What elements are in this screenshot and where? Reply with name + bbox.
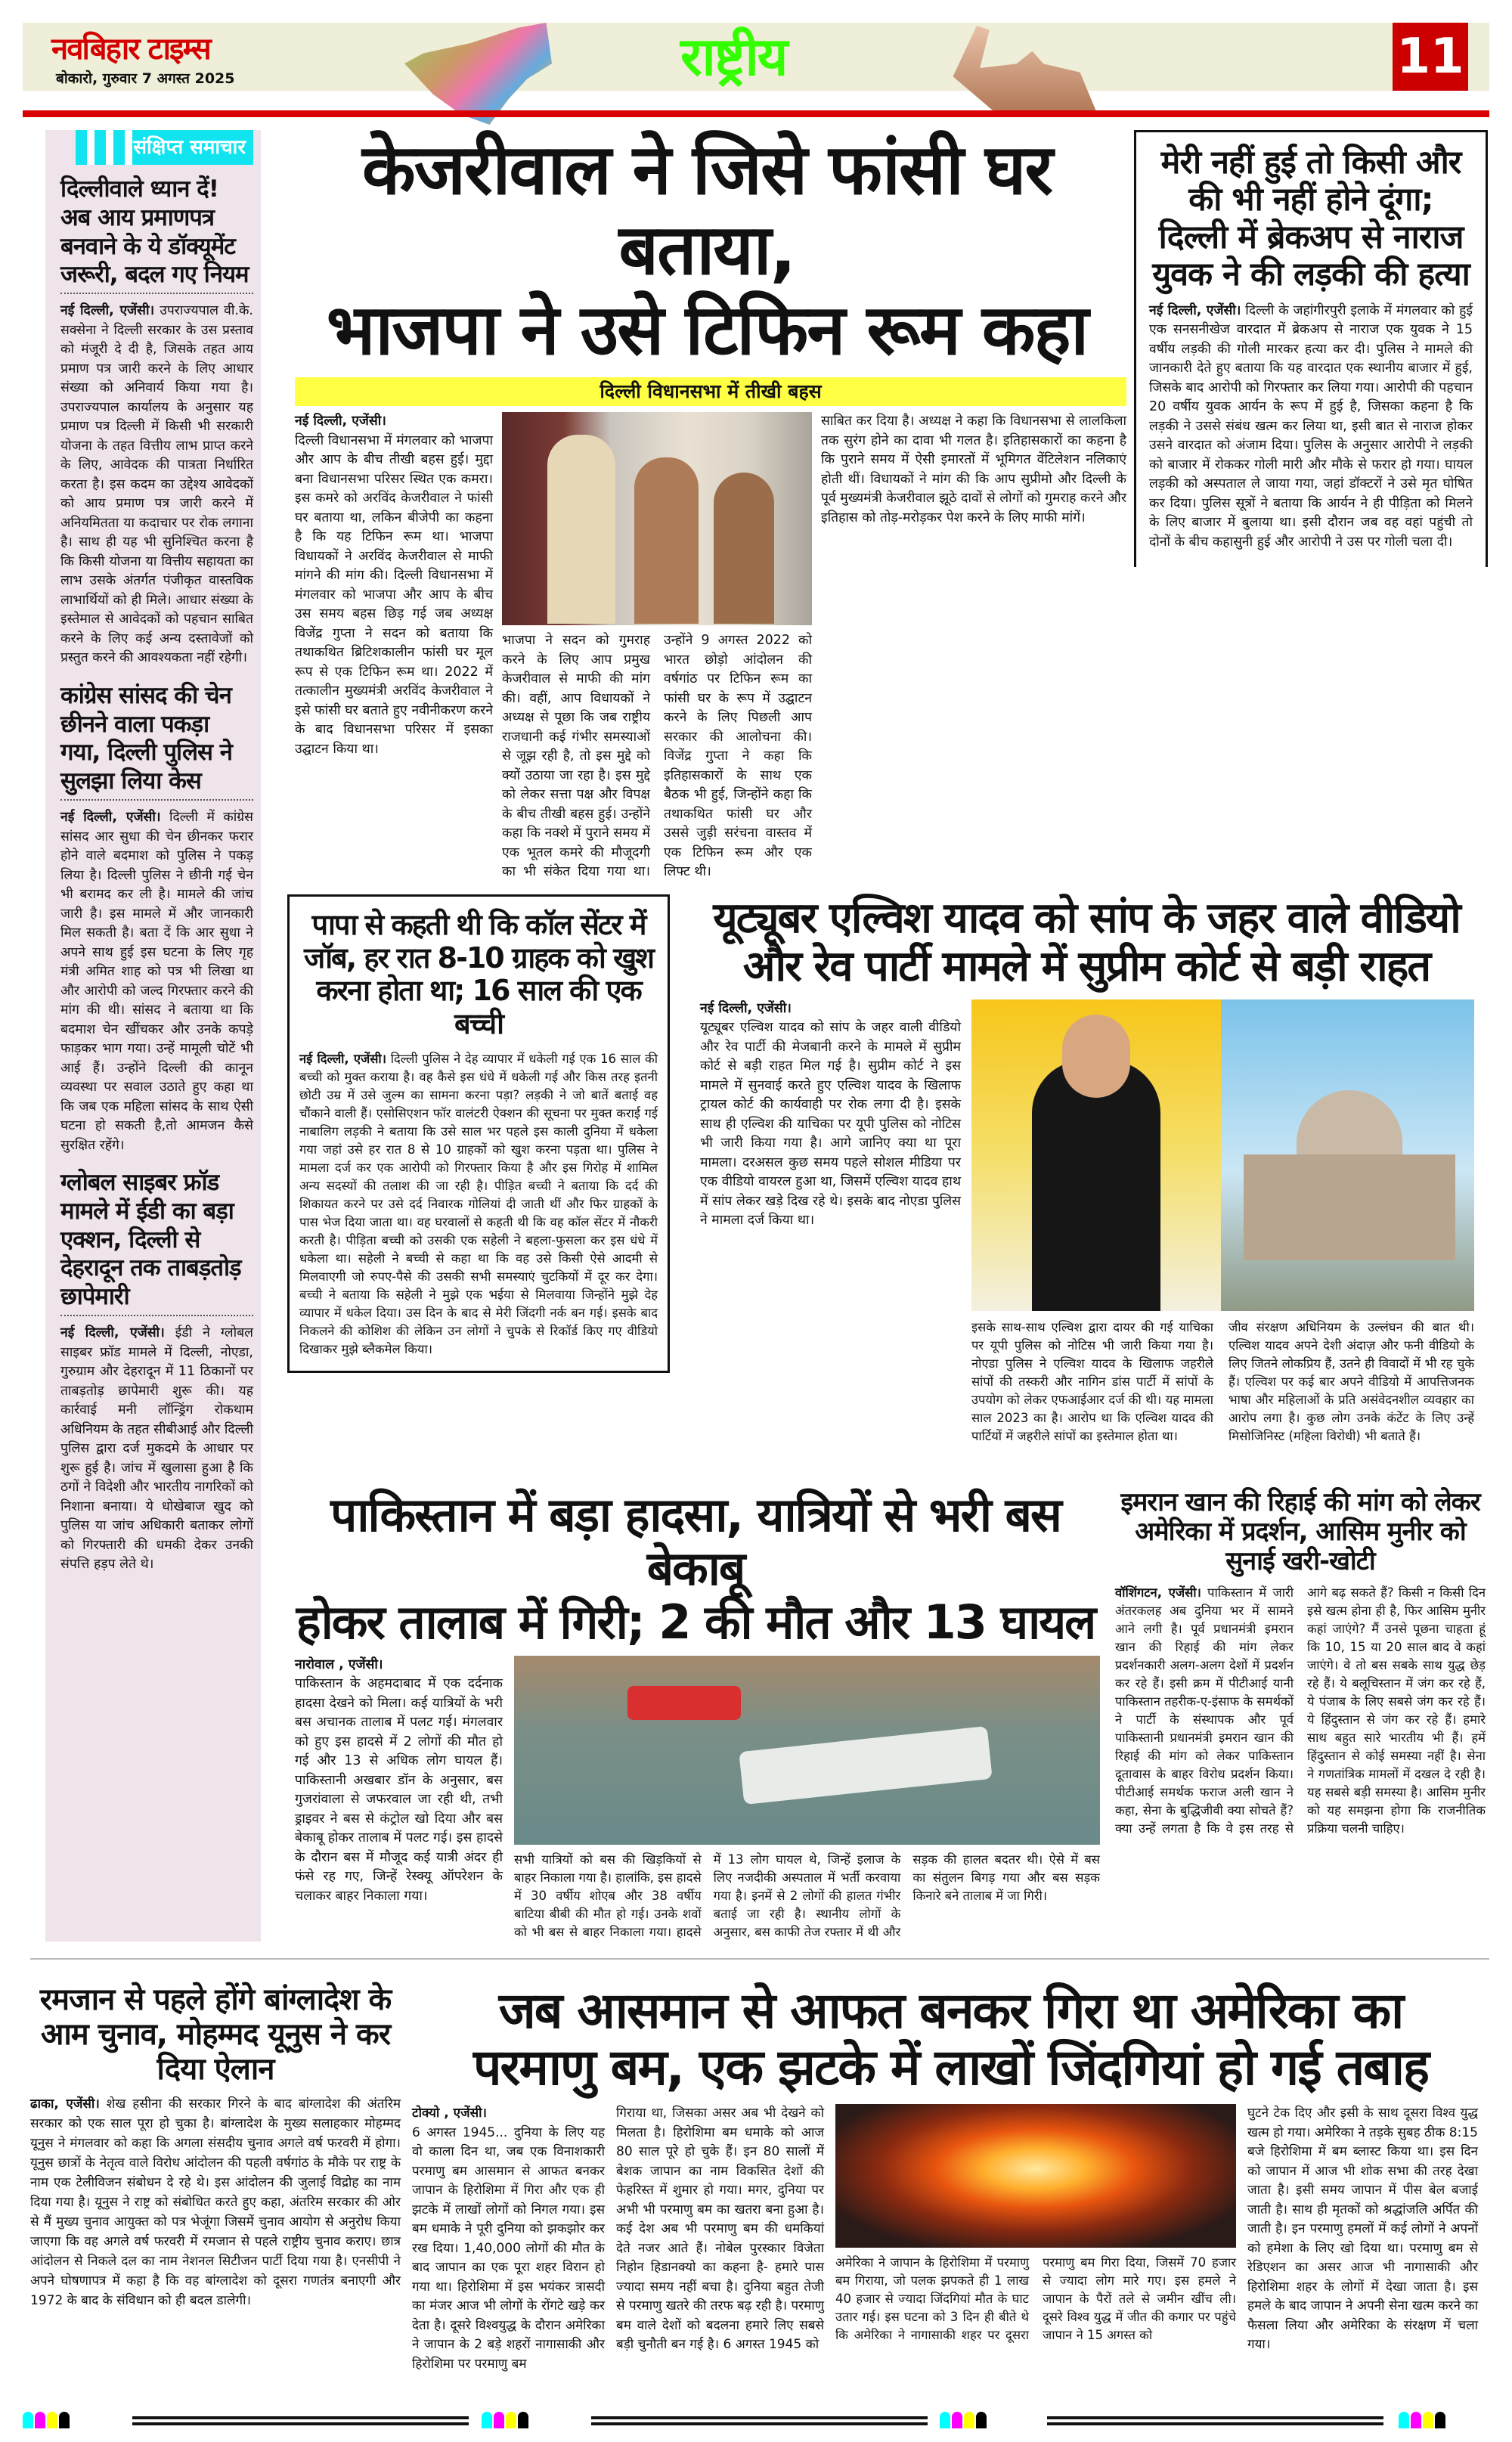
imran-headline: इमरान खान की रिहाई की मांग को लेकर अमेरिका में प्रदर्शन, आसिम मुनीर को सुनाई खरी-खोटी: [1120, 1486, 1480, 1576]
elvish-face: [1062, 1015, 1130, 1098]
imran-body: [1115, 1584, 1486, 1838]
atomic-column-1: [412, 2104, 605, 2374]
dateline: नई दिल्ली, एजेंसी।: [295, 414, 386, 429]
dateline: नई दिल्ली, एजेंसी।: [1149, 302, 1241, 318]
elvish-yadav-and-supreme-court-photo: [971, 999, 1474, 1311]
lead-headline-line: भाजपा ने उसे टिफिन रूम कहा: [326, 289, 1088, 370]
lead-column-1: [295, 412, 493, 759]
article-body: उपराज्यपाल वी.के. सक्सेना ने दिल्ली सरकार के उस प्रस्ताव को मंजूरी दे दी है, जिसके तहत आय प्रमाण पत्र जारी करने के लिए आधार संख्या को अनिवार्य किया गया है। उपराज्यपाल कार्यालय के अनुसार यह प्रमाण पत्र दिल्ली में किसी भी सरकारी योजना के तहत वित्तीय लाभ प्राप्त करने के लिए, आवेदक की पात्रता निर्धारित करता है। इस कदम का उद्देश्य आवेदकों को आय प्रमाण पत्र जारी करने में अनियमितता या कदाचार पर रोक लगाना है। साथ ही यह भी सुनिश्चित करना है कि किसी योजना या वित्तीय सहायता का लाभ उसके अंतर्गत पंजीकृत वास्तविक लाभार्थियों को ही मिले। आधार संख्या के इस्तेमाल से आवेदकों को पहचान साबित करने के लिए कई अन्य दस्तावेजों को प्रस्तुत करने की आवश्यकता नहीं रहेगी।: [60, 303, 253, 666]
bangladesh-headline: रमजान से पहले होंगे बांग्लादेश के आम चुनाव, मोहम्मद यूनुस ने कर दिया ऐलान: [39, 1982, 392, 2087]
pakistan-headline: [287, 1488, 1104, 1650]
lower-section: [30, 1982, 1489, 2375]
upper-section: [0, 130, 1512, 1942]
registration-line: [132, 2416, 469, 2425]
rescue-headline: पापा से कहती थी कि कॉल सेंटर में जॉब, हर रात 8-10 ग्राहक को खुश करना होता था; 16 साल की एक बच्ची: [304, 907, 653, 1040]
atomic-story: [412, 1982, 1489, 2375]
brief-headline: कांग्रेस सांसद की चेन छीनने वाला पकड़ा गया, दिल्ली पुलिस ने सुलझा लिया केस: [60, 682, 253, 801]
row-lead: [287, 130, 1488, 882]
rescue-story-box: [287, 894, 670, 1373]
dateline: वॉशिंगटन, एजेंसी।: [1115, 1585, 1201, 1600]
dateline: नई दिल्ली, एजेंसी।: [700, 1000, 792, 1016]
registration-line: [1047, 2416, 1383, 2425]
article-body: सभी यात्रियों को बस की खिड़कियों से बाहर निकाला गया है। हालांकि, इस हादसे में 30 वर्षीय शोएब और 38 वर्षीय बाटिया बीबी की मौत हो गई। उनके शवों को भी बस से बाहर निकाला गया। हादसे में 13 लोग घायल थे, जिन्हें इलाज के लिए नजदीकी अस्पताल में भर्ती करवाया गया है। इनमें से 2 लोगों की हालत गंभीर बताई जा रही है। स्थानीय लोगों के अनुसार, बस काफी तेज रफ्तार में थी और सड़क की हालत बदतर थी। ऐसे में बस का संतुलन बिगड़ गया और बस सड़क किनारे बने तालाब में जा गिरी।: [514, 1852, 1100, 1939]
atomic-headline-line: जब आसमान से आफत बनकर गिरा था अमेरिका का: [498, 1981, 1403, 2040]
article-body: दिल्ली में कांग्रेस सांसद आर सुधा की चेन छीनकर फरार होने वाले बदमाश को पुलिस ने पकड़ लिया है। दिल्ली पुलिस ने छीनी गई चेन भी बरामद कर ली है। मामले की जांच जारी है। इस मामले में और जानकारी मिल सकती है। बता दें कि आर सुधा ने अपने साथ हुई इस घटना के लिए गृह मंत्री अमित शाह को पत्र भी लिखा था और आरोपी को जल्द गिरफ्तार करने की मांग की थी। सांसद ने बताया था कि बदमाश चेन खींचकर और उनके कपड़े फाड़कर भाग गया। उन्हें मामूली चोटें भी आई हैं। उन्होंने दिल्ली की कानून व्यवस्था पर सवाल उठाते हुए कहा था कि जब एक महिला सांसद के साथ ऐसी घटना हो सकती है,तो आमजन कैसे सुरक्षित रहेंगे।: [60, 810, 253, 1153]
dateline: नई दिल्ली, एजेंसी।: [299, 1051, 386, 1066]
statue-figure: [714, 473, 774, 624]
registration-mark: [482, 2412, 528, 2428]
section-divider: [30, 1958, 1489, 1960]
article-body: साबित कर दिया है। अध्यक्ष ने कहा कि विधानसभा से लालकिला तक सुरंग होने का दावा भी गलत है। इतिहासकारों का कहना है कि पुराने समय में ऐसी इमारतों में भूमिगत वेंटिलेशन नलिकाएं होती थीं। विधायकों ने मांग की कि आप सुप्रीमो और दिल्ली के पूर्व मुख्यमंत्री केजरीवाल झूठे दावों से लोगों को गुमराह करने और इतिहास को तोड़-मरोड़कर पेश करने के लिए माफी मांगें।: [821, 414, 1126, 525]
crime-headline: मेरी नहीं हुई तो किसी और की भी नहीं होने दूंगा; दिल्ली में ब्रेकअप से नाराज युवक ने की लड़की की हत्या: [1152, 144, 1470, 294]
article-body: दिल्ली पुलिस ने देह व्यापार में धकेली गई एक 16 साल की बच्ची को मुक्त कराया है। वह कैसे इस धंधे में धकेली गई और किस तरह इतनी छोटी उम्र में उसे जुल्म का सामना करना पड़ा? लड़की ने जो बातें बताई वह चौंकाने वाली हैं। एसोसिएशन फॉर वालंटरी ऐक्शन की सूचना पर मुक्त कराई गई नाबालिग लड़की ने बताया कि उसे साल भर पहले इस काली दुनिया में धकेला गया जहां उसे हर रात 8 से 10 ग्राहकों को खुश करना पड़ता था। पुलिस ने मामला दर्ज कर एक आरोपी को गिरफ्तार किया है और इस गिरोह में शामिल अन्य सदस्यों की तलाश की जा रही है। पीड़ित बच्ची ने बताया कि दर्द की शिकायत करने पर उसे दर्द निवारक गोलियां दी जाती थीं और फिर ग्राहकों के पास भेज दिया जाता था। वह घरवालों से कहती थी कि वह कॉल सेंटर में नौकरी करती है। पीड़िता बच्ची को उसकी एक सहेली ने बहला-फुसला कर इस धंधे में धकेला था। सहेली ने बच्ची से कहा था कि वह उसे किसी ऐसे आदमी से मिलवाएगी जो रुपए-पैसे की उसकी सभी समस्याएं चुटकियों में दूर कर देगा। बच्ची ने बताया कि सहेली ने मुझे एक भईया से मिलवाया जिन्होंने मुझे देह व्यापार में धकेल दिया। उस दिन के बाद से मेरी जिंदगी नर्क बन गई। इसके बाद निकलने की कोशिश की लेकिन उन लोगों ने चुपके से रिकॉर्ड किए गए वीडियो दिखाकर मुझे ब्लैकमेल किया।: [299, 1051, 658, 1356]
lead-headline-line: केजरीवाल ने जिसे फांसी घर बताया,: [362, 129, 1052, 290]
brief-headline: दिल्लीवाले ध्यान दें! अब आय प्रमाणपत्र बनवाने के ये डॉक्यूमेंट जरूरी, बदल गए नियम: [60, 175, 253, 294]
dateline: ढाका, एजेंसी।: [30, 2096, 100, 2112]
statue-figure: [547, 435, 615, 624]
brief-news-column: [45, 130, 261, 1942]
elvish-right: [971, 999, 1474, 1446]
dateline: नई दिल्ली, एजेंसी।: [60, 303, 155, 319]
registration-mark: [23, 2412, 70, 2428]
atomic-column-3: [835, 2254, 1236, 2344]
article-body: जीव संरक्षण अधिनियम के उल्लंघन की बात थी। एल्विश यादव अपने देशी अंदाज़ और फनी वीडियो के लिए जितने लोकप्रिय हैं, उतने ही विवादों में भी रह चुके हैं। एल्विश पर कई बार अपने वीडियो में आपत्तिजनक भाषा और महिलाओं के प्रति असंवेदनशील व्यवहार का आरोप लगा है। कुछ लोग उनके कंटेंट के लिए उन्हें मिसोजिनिस्ट (महिला विरोधी) भी बताते हैं।: [1228, 1319, 1474, 1443]
atomic-columns: [412, 2104, 1489, 2374]
bangladesh-body: [30, 2094, 401, 2310]
article-body: इसके साथ-साथ एल्विश द्वारा दायर की गई याचिका पर यूपी पुलिस को नोटिस भी जारी किया गया है। नोएडा पुलिस ने एल्विश यादव के खिलाफ जहरीले सांपों की तस्करी और नागिन डांस पार्टी में सांपों के उपयोग को लेकर एफआईआर दर्ज की थी। यह मामला साल 2023 का है। आरोप था कि एल्विश यादव की पार्टियों में जहरीले सांपों का इस्तेमाल होता था।: [971, 1319, 1213, 1443]
brief-headline: ग्लोबल साइबर फ्रॉड मामले में ईडी का बड़ा एक्शन, दिल्ली से देहरादून तक ताबड़तोड़ छापेमारी: [60, 1169, 253, 1316]
article-body: 6 अगस्त 1945... दुनिया के लिए यह वो काला दिन था, जब एक विनाशकारी परमाणु बम आसमान से आफत बनकर जापान के हिरोशिमा में गिरा और एक ही झटके में लाखों लोगों को निगल गया। इस बम धमाके ने पूरी दुनिया को झकझोर कर रख दिया। 1,40,000 लोगों की मौत के बाद जापान का एक पूरा शहर विरान हो गया था। हिरोशिमा में इस भयंकर त्रासदी का मंजर आज भी लोगों के रोंगटे खड़े कर देता है। दूसरे विश्वयुद्ध के दौरान अमेरिका ने जापान के 2 बड़े शहरों नागासाकी और हिरोशिमा पर परमाणु बम: [412, 2124, 605, 2372]
imran-story: [1115, 1488, 1486, 1838]
article-body: पाकिस्तान में जारी अंतरकलह अब दुनिया भर में सामने आने लगी है। पूर्व प्रधानमंत्री इमरान खान की रिहाई की मांग लेकर प्रदर्शनकारी अलग-अलग देशों में प्रदर्शन कर रहे हैं। इसी क्रम में पीटीआई यानी पाकिस्तान तहरीक-ए-इंसाफ के समर्थकों ने पार्टी के संस्थापक और पूर्व पाकिस्तानी प्रधानमंत्री इमरान खान की रिहाई की मांग को लेकर पाकिस्तान दूतावास के बाहर विरोध प्रदर्शन किया। पीटीआई समर्थक फराज अली खान ने कहा, सेना के बुद्धिजीवी क्या सोचते हैं? क्या उन्हें लगता है कि वे इस तरह से आगे बढ़ सकते हैं? किसी न किसी दिन इसे खत्म होना ही है, फिर आसिम मुनीर कहां जाएंगे? मैं उनसे पूछना चाहता हूं कि 10, 15 या 20 साल बाद वे कहां जाएंगे। वे तो बस सबके साथ युद्ध छेड़ रहे हैं। ये बलूचिस्तान में जंग कर रहे हैं, ये पंजाब के लिए सबसे जंग कर रहे हैं। ये हिंदुस्तान से जंग कर रहे हैं। हमारे साथ बहुत सारे भारतीय भी हैं। हमें हिंदुस्तान से कोई समस्या नहीं है। सेना ने गणतांत्रिक मामलों में दखल दे रही है। यह सबसे बड़ी समस्या है। आसिम मुनीर को यह समझना होगा कि राजनीतिक प्रक्रिया चलनी चाहिए।: [1115, 1585, 1486, 1836]
lead-column-4: [821, 412, 1126, 528]
elvish-story: [685, 894, 1488, 1446]
pakistan-story: [287, 1488, 1104, 1942]
article-body: घुटने टेक दिए और इसी के साथ दूसरा विश्व युद्ध खत्म हो गया। अमेरिका ने तड़के सुबह ठीक 8:15 बजे हिरोशिमा में बम ब्लास्ट किया था। इस दिन को जापान में आज भी शोक सभा की तरह देखा जाता है। इसी समय जापान में पीस बेल बजाई जाती है। साथ ही मृतकों को श्रद्धांजलि अर्पित की जाती है। इन परमाणु हमलों में कई लोगों ने अपनों को हमेशा के लिए खो दिया था। परमाणु बम से रेडिएशन का असर आज भी नागासाकी और हिरोशिमा शहर के लोगों में देखा जाता है। इस हमले के बाद जापान ने अपनी सेना खत्म करने का फैसला लिया और अमेरिका के संरक्षण में चला गया।: [1247, 2106, 1478, 2353]
brief-news-header: [76, 130, 253, 165]
dateline: नई दिल्ली, एजेंसी।: [60, 1325, 165, 1341]
bangladesh-story: [30, 1982, 401, 2310]
atomic-headline-line: परमाणु बम, एक झटके में लाखों जिंदगियां हो गई तबाह: [472, 2038, 1429, 2097]
overturned-bus: [739, 1726, 993, 1805]
brief-item: [60, 682, 253, 1155]
brief-item: [60, 175, 253, 668]
crime-story-box: [1134, 130, 1488, 567]
row-second: [287, 894, 1488, 1446]
supreme-court-building: [1244, 1154, 1455, 1260]
lead-story: [287, 130, 1126, 882]
pakistan-right: [514, 1656, 1100, 1942]
statue-figure: [634, 457, 699, 624]
page-number: 11: [1393, 23, 1468, 91]
bus-in-pond-photo: [514, 1656, 1100, 1845]
pakistan-column-1: [295, 1656, 503, 1907]
crime-body: [1149, 302, 1473, 553]
atomic-column-4: [1247, 2104, 1478, 2355]
article-body: ईडी ने ग्लोबल साइबर फ्रॉड मामले में दिल्ली, नोएडा, गुरुग्राम और देहरादून में 11 ठिकानों पर ताबड़तोड़ छापेमारी शुरू की। यह कार्रवाई मनी लॉन्ड्रिंग रोकथाम अधिनियम के तहत सीबीआई और दिल्ली पुलिस द्वारा दर्ज मुकदमे के आधार पर शुरू हुई है। जांच में खुलासा हुआ है कि ठगों ने विदेशी और भारतीय नागरिकों को निशाना बनाया। ये धोखेबाज खुद को पुलिस या जांच अधिकारी बताकर लोगों को गिरफ्तारी की धमकी देकर उनकी संपत्ति हड़प लेते थे।: [60, 1325, 253, 1573]
lead-column-2-3: [502, 631, 812, 882]
article-body: पाकिस्तान के अहमदाबाद में एक दर्दनाक हादसा देखने को मिला। कई यात्रियों के भरी बस अचानक तालाब में पलट गई। मंगलवार को हुए इस हादसे में 2 लोगों की मौत हो गई और 13 से अधिक लोग घायल हैं। पाकिस्तानी अखबार डॉन के अनुसार, बस गुजरांवाला से जफरवाल जा रही थी, तभी ड्राइवर ने बस से कंट्रोल खो दिया और बस बेकाबू होकर तालाब में पलट गई। इस हादसे के दौरान बस में मौजूद कई यात्री अंदर ही फंसे रह गए, जिन्हें रेस्क्यू ऑपरेशन के चलाकर बाहर निकाला गया।: [295, 1676, 503, 1904]
elvish-column-1: [700, 999, 961, 1231]
brief-item: [60, 1169, 253, 1575]
article-body: शेख हसीना की सरकार गिरने के बाद बांग्लादेश की अंतरिम सरकार को एक साल पूरा हो चुका है। बांग्लादेश के मुख्य सलाहकार मोहम्मद यूनुस ने मंगलवार को कहा कि अगला संसदीय चुनाव अगले वर्ष फरवरी में होगा। यूनुस छात्रों के नेतृत्व वाले विरोध आंदोलन की पहली वर्षगांठ के मौके पर राष्ट्र के नाम एक टेलीविजन संबोधन दे रहे थे। इस आंदोलन की जुलाई विद्रोह का नाम दिया गया है। यूनुस ने राष्ट्र को संबोधित करते हुए कहा, अंतरिम सरकार की ओर से मैं मुख्य चुनाव आयुक्त को पत्र भेजूंगा जिसमें चुनाव आयोग से अनुरोध किया जाएगा कि वह अगले वर्ष फरवरी में रमजान से पहले राष्ट्रीय चुनाव कराए। छात्र आंदोलन से निकले दल का नाम नेशनल सिटीजन पार्टी दिया गया है। एनसीपी ने अपने घोषणापत्र में कहा है कि वह बांग्लादेश को दूसरा गणतंत्र बनाएगी और 1972 के बाद के संविधान को ही बदल डालेगी।: [30, 2096, 401, 2308]
article-body: अमेरिका ने जापान के हिरोशिमा में परमाणु बम गिराया, जो पलक झपकते ही 1 लाख 40 हजार से ज्यादा जिंदगियां मौत के घाट उतार गई। इस घटना को 3 दिन ही बीते थे कि अमेरिका ने नागासाकी शहर पर दूसरा परमाणु बम गिरा दिया, जिसमें 70 हजार से ज्यादा लोग मारे गए। इस हमले ने जापान के पैरों तले से जमीन खींच ली। दूसरे विश्व युद्ध में जीत की कगार पर पहुंचे जापान ने 15 अगस्त को: [835, 2255, 1236, 2343]
section-title: राष्ट्रीय: [680, 26, 787, 88]
lead-columns: [287, 412, 1126, 882]
edition-date: बोकारो, गुरुवार 7 अगस्त 2025: [56, 70, 235, 87]
pakistan-columns: [514, 1851, 1100, 1942]
registration-mark: [940, 2412, 987, 2428]
pakistan-columns-row: [287, 1656, 1104, 1942]
elvish-lower-columns: [971, 1319, 1474, 1446]
elvish-headline: यूट्यूबर एल्विश यादव को सांप के जहर वाले वीडियो और रेव पार्टी मामले में सुप्रीम कोर्ट से बड़ी राहत: [713, 893, 1460, 992]
article-body: यूट्यूबर एल्विश यादव को सांप के जहर वाली वीडियो और रेव पार्टी की मेजबानी करने के मामले में सुप्रीम कोर्ट से बड़ी राहत मिल गई है। सुप्रीम कोर्ट ने इस मामले में सुनवाई करते हुए एल्विश यादव के खिलाफ ट्रायल कोर्ट की कार्यवाही पर रोक लगा दी है। इसके साथ ही एल्विश की याचिका पर यूपी पुलिस को नोटिस भी जारी किया गया है। आगे जानिए क्या था पूरा मामला। दरअसल कुछ समय पहले सोशल मीडिया पर एक वीडियो वायरल हुआ था, जिसमें एल्विश यादव हाथ में सांप लेकर खड़े दिख रहे थे। इसके बाद नोएडा पुलिस ने मामला दर्ज किया था।: [700, 1020, 961, 1229]
row-third: [287, 1488, 1488, 1942]
registration-line: [591, 2416, 928, 2425]
pakistan-headline-line: होकर तालाब में गिरी; 2 की मौत और 13 घायल: [296, 1594, 1095, 1650]
newspaper-logo: नवबिहार टाइम्स: [51, 32, 210, 67]
brief-news-header-label: संक्षिप्त समाचार: [133, 136, 246, 159]
lead-middle: [502, 412, 812, 882]
dateline: नारोवाल , एजेंसी।: [295, 1656, 383, 1672]
lead-strapline: दिल्ली विधानसभा में तीखी बहस: [295, 377, 1126, 406]
article-body: गिराया था, जिसका असर अब भी देखने को मिलता है। हिरोशिमा बम धमाके को आज 80 साल पूरे हो चुके हैं। इन 80 सालों में बेशक जापान का नाम विकसित देशों की फेहरिस्त में शुमार हो गया। मगर, दुनिया पर अभी भी परमाणु बम का खतरा बना हुआ है। कई देश अब भी परमाणु बम की धमकियां देते नजर आते हैं। नोबेल पुरस्कार विजेता निहोन हिडानक्यो का कहना है- हमारे पास ज्यादा समय नहीं बचा है। दुनिया बहुत तेजी से परमाणु खतरे की तरफ बढ़ रही है। परमाणु बम वाले देशों को बदलना हमारे लिए सबसे बड़ी चुनौती बन गई है। 6 अगस्त 1945 को: [616, 2106, 824, 2353]
article-body: दिल्ली विधानसभा में मंगलवार को भाजपा और आप के बीच तीखी बहस हुई। मुद्दा बना विधानसभा परिसर स्थित एक कमरा। इस कमरे को अरविंद केजरीवाल ने फांसी घर बताया था, लकिन बीजेपी का कहना है कि यह टिफिन रूम था। भाजपा विधायकों ने अरविंद केजरीवाल से माफी मांगने की मांग की। दिल्ली विधानसभा में मंगलवार को भाजपा और आप के बीच उस समय बहस छिड़ गई जब अध्यक्ष विजेंद्र गुप्ता ने सदन को बताया कि तथाकथित ब्रिटिशकालीन फांसी घर मूल रूप से एक टिफिन रूम था। 2022 में तत्कालीन मुख्यमंत्री अरविंद केजरीवाल ने इसे फांसी घर बताते हुए नवीनीकरण करने के बाद विधानसभा परिसर में इसका उद्घाटन किया था।: [295, 432, 493, 757]
atomic-headline: [412, 1982, 1489, 2097]
rescue-boat: [627, 1686, 741, 1720]
article-body: दिल्ली के जहांगीरपुरी इलाके में मंगलवार को हुई एक सनसनीखेज वारदात में ब्रेकअप से नाराज एक युवक ने 15 वर्षीय लड़की की गोली मारकर हत्या कर दी। पुलिस ने मामले की जानकारी देते हुए बताया कि यह वारदात एक स्थानीय बाजार में हुई, जिसके बाद आरोपी को गिरफ्तार कर लिया गया। आरोपी की पहचान 20 वर्षीय युवक आर्यन के रूप में हुई है, जिसका कहना है कि लड़की ने उससे संबंध खत्म कर लिया था, इसी बात से नाराज होकर उसने वारदात को अंजाम दिया। पुलिस के अनुसार आरोपी ने लड़की को बाजार में रोककर गोली मारी और मौके से फरार हो गया। घायल लड़की को अस्पताल ले जाया गया, जहां डॉक्टरों ने उसे मृत घोषित कर दिया। पुलिस सूत्रों ने बताया कि आर्यन ने ही पीड़िता को मिलने के लिए बाजार में बुलाया था। इसी दौरान जब वह वहां पहुंची तो दोनों के बीच कहासुनी हुई और आरोपी ने उस पर गोली चला दी।: [1149, 302, 1473, 550]
pakistan-headline-line: पाकिस्तान में बड़ा हादसा, यात्रियों से भरी बस बेकाबू: [330, 1486, 1061, 1596]
elvish-column-2: [971, 1319, 1213, 1446]
atomic-middle: [835, 2104, 1236, 2344]
main-news-area: [287, 130, 1488, 1942]
dateline: टोक्यो , एजेंसी।: [412, 2106, 487, 2121]
elvish-columns: [685, 999, 1488, 1446]
atomic-explosion-photo: [835, 2104, 1236, 2248]
registration-mark: [1399, 2412, 1445, 2428]
dateline: नई दिल्ली, एजेंसी।: [60, 810, 161, 825]
article-body: भाजपा ने सदन को गुमराह करने के लिए आप प्रमुख केजरीवाल से माफी की मांग की। वहीं, आप विधायकों ने अध्यक्ष से पूछा कि जब राष्ट्रीय राजधानी कई गंभीर समस्याओं से जूझ रही है, तो इस मुद्दे को क्यों उठाया जा रहा है। इस मुद्दे को लेकर सत्ता पक्ष और विपक्ष के बीच तीखी बहस हुई।: [502, 633, 650, 822]
rescue-body: [299, 1050, 658, 1359]
registration-marks: [0, 2397, 1512, 2442]
atomic-column-2: [616, 2104, 824, 2355]
lead-headline: [287, 130, 1126, 370]
lead-photo-freedom-fighter-statues: [502, 412, 812, 625]
article-body: उन्होंने कहा कि नक्शे में पुराने समय में एक भूतल कमरे की मौजूदगी का भी संकेत दिया गया था। उन्होंने 9 अगस्त 2022 को भारत छोड़ो आंदोलन की वर्षगांठ पर टिफिन रूम का फांसी घर के रूप में उद्घाटन करने के लिए पिछली आप सरकार की आलोचना की। विजेंद्र गुप्ता ने कहा कि इतिहासकारों के साथ एक बैठक भी हुई, जिन्होंने कहा कि तथाकथित फांसी घर और उससे जुड़ी सरंचना वास्तव में एक टिफिन रूम और एक लिफ्ट थी।: [502, 633, 812, 880]
elvish-column-3: [1228, 1319, 1474, 1446]
